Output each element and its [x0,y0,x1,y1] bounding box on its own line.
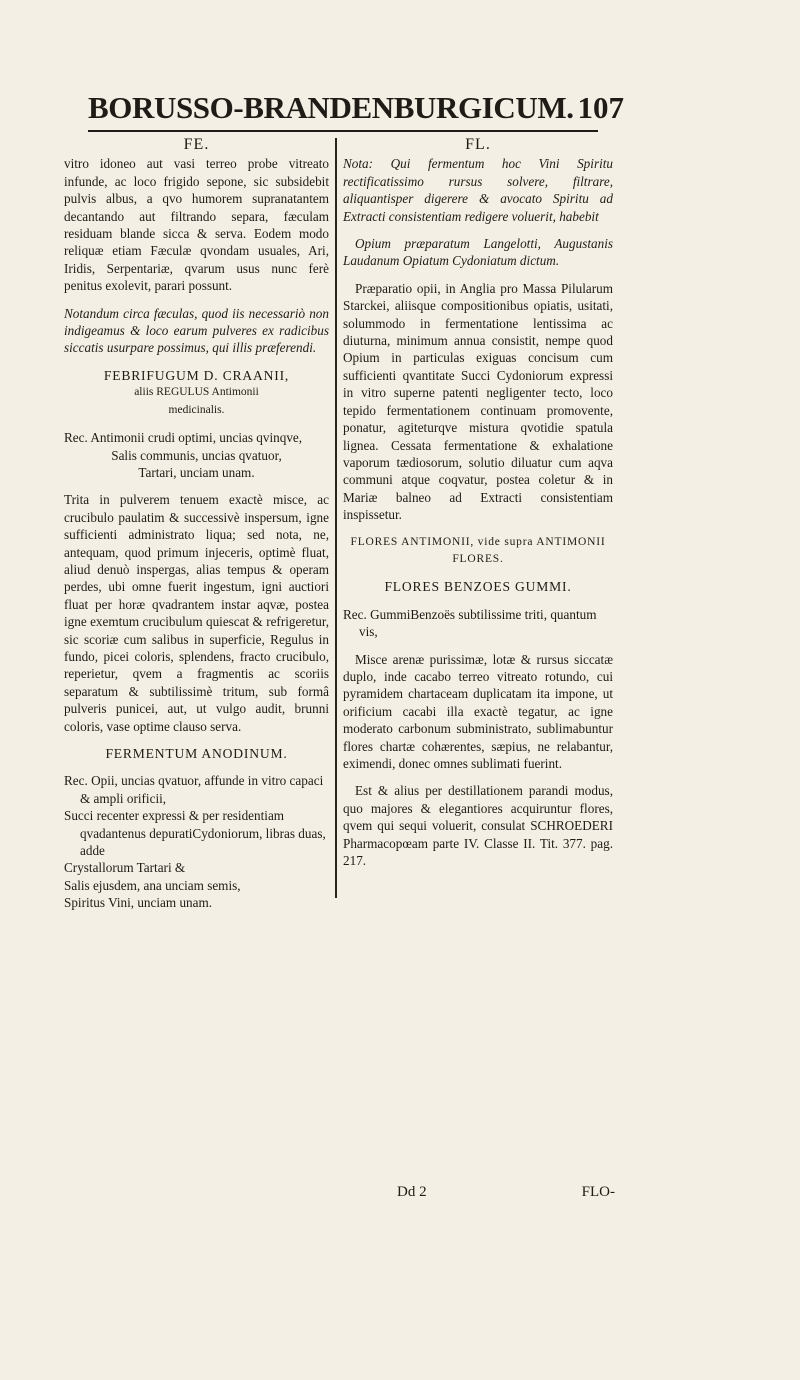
fecula-note: Notandum circa fæculas, quod iis necessariò non indigeamus & loco earum pulveres ex radicibus siccatis usurpare possimus, qui illis præferendi. [64,305,329,356]
right-paragraph-2: Misce arenæ purissimæ, lotæ & rursus siccatæ duplo, inde cacabo terreo vitreato rotundo, cui pyramidem chartaceam duplicatam ita impone, ut orificium cacabi illa exactè tegatur, ac igne moderato carbonum subministrato, sublimabuntur flores chartæ cohærentes, sæpius, ne relabantur, eximendi, donec omnes sublimati fuerint. [343,651,613,771]
right-paragraph-3: Est & alius per destillationem parandi modus, quo majores & elegantiores acquiruntur flores, qvem qui sequi voluerit, consulat SCHROEDERI Pharmacopœam parte IV. Classe II. Tit. 377. pag. 217. [343,783,613,869]
left-paragraph-1: vitro idoneo aut vasi terreo probe vitreato infunde, ac loco frigido sepone, sic subsidebit pulvis albus, a qvo humorem supranatantem decantando aut filtrando separa, fæculam residuam blande sicca & serva. Eodem modo reliquæ etiam Fæculæ qvondam usuales, Ari, Iridis, Serpentariæ, qvarum usus nunc ferè penitus exolevit, parari possunt. [64,156,329,294]
fermentum-recipe-line-4: Salis ejusdem, ana unciam semis, [64,877,241,893]
febrifugum-subheading-2: medicinalis. [168,403,225,416]
right-paragraph-1: Præparatio opii, in Anglia pro Massa Pilularum Starckei, aliisque compositionibus opiatis, usitati, solummodo in fermentatione lentissima ac diuturna, minimum annua consistit, nempe quod Opium in particulas exiguas concisum cum sufficienti qvantitate Succi Cydoniorum expressi in vitro superne patenti negligenter tecto, loco tepido fermentationem continuam promovente, ponatur, agiteturqve mistura qvotidie spatula lignea. Cessata fermentatione & exhalatione vaporum tædiosorum, solutio diluatur cum aqva communi atque coqvatur, postea coletur & in Mariæ balneo ad Extracti consistentiam inspissetur. [343,280,613,523]
fermentum-recipe-line-2: Succi recenter expressi & per residentiam qvadantenus depuratiCydoniorum, libras duas, adde [64,808,326,859]
left-column-head: FE. [183,136,210,153]
flores-benzoes-heading: FLORES BENZOES GUMMI. [384,579,572,595]
right-column-head: FL. [465,136,491,153]
fermentum-recipe-line-5: Spiritus Vini, unciam unam. [64,895,213,911]
page-footer [375,1184,615,1204]
recipe-line-1: Rec. Antimonii crudi optimi, uncias qvinqve, [64,430,303,446]
fermentum-heading: FERMENTUM ANODINUM. [105,746,288,761]
recipe-line-3: Tartari, unciam unam. [138,464,255,480]
left-column [64,136,329,912]
recipe-line-2: Salis communis, uncias qvatuor, [111,447,282,463]
opium-title: Opium præparatum Langelotti, Augustanis Laudanum Opiatum Cydoniatum dictum. [343,236,613,269]
running-header [88,90,628,132]
signature-mark: Dd 2 [397,1184,427,1200]
benzoe-recipe: Rec. GummiBenzoës subtilissime triti, quantum vis, [343,606,597,640]
page-number: 107 [577,90,624,125]
header-rule [88,130,598,132]
febrifugum-subheading: aliis REGULUS Antimonii [134,386,259,399]
flores-antimonii-heading: FLORES ANTIMONII, vide supra ANTIMONII FLORES. [350,535,606,565]
catchword: FLO- [581,1184,615,1200]
fermentum-recipe-line-1: Rec. Opii, uncias qvatuor, affunde in vitro capaci & ampli orificii, [64,773,324,806]
fermentum-recipe-line-3: Crystallorum Tartari & [64,860,186,876]
running-title: BORUSSO-BRANDENBURGICUM. [88,90,574,125]
nota-paragraph: Nota: Qui fermentum hoc Vini Spiritu rectificatissimo rursus solvere, filtrare, aliquantisper digerere & avocato Spiritu ad Extracti consistentiam redigere voluerit, habebit [343,156,613,224]
febrifugum-heading: FEBRIFUGUM D. CRAANII, [103,367,290,383]
left-paragraph-2: Trita in pulverem tenuem exactè misce, ac crucibulo paulatim & successivè inspersum, igne sufficienti administrato liqua; sed nota, ne, antequam, quod primum injeceris, optimè fluat, aliud denuò inspergas, alias tempus & operam perdes, ubi omne fuerit ingestum, igni auctiori fluat per horæ qvadrantem instar aqvæ, postea igne exemtum crucibulum quiescat & refrigeretur, sic scoriæ cum salibus in superficie, Regulus in fundo, picei coloris, splendens, fracto crucibulo, reperietur, qvem a fragmentis ac scoriis separatum & subtilissimè tritum, sub formâ pulveris punicei, aut, ut vulgo audit, brunni coloris, vase optime clauso serva. [64,492,329,734]
column-divider [335,138,337,898]
right-column [343,136,613,869]
